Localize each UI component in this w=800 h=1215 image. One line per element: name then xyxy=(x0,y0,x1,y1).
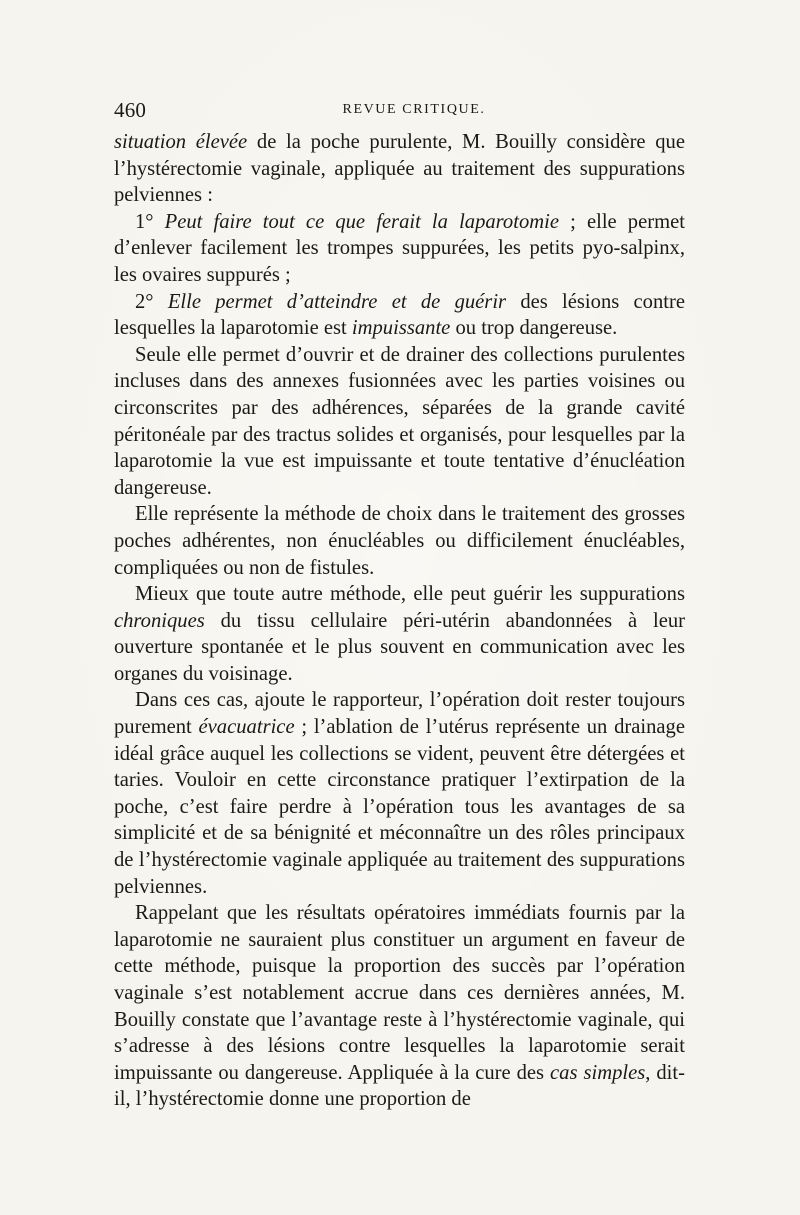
text-run: des lésions contre lesquelles la laparotomie est xyxy=(114,290,685,340)
paragraph xyxy=(114,900,685,1113)
italic-text-run: Peut faire tout ce que ferait la laparotomie xyxy=(164,210,559,233)
text-run: , dit-il, l’hystérectomie donne une proportion de xyxy=(114,1061,685,1111)
text-run: Mieux que toute autre méthode, elle peut guérir les suppurations xyxy=(135,583,685,606)
running-head: REVUE CRITIQUE. xyxy=(342,102,486,117)
paragraph xyxy=(114,501,685,581)
italic-text-run: impuissante xyxy=(351,317,451,340)
paragraph xyxy=(114,209,685,289)
italic-text-run: situation élevée xyxy=(114,131,248,153)
page-header xyxy=(114,96,684,126)
text-run: Rappelant que les résultats opératoires immédiats fournis par la laparotomie ne sauraient plus constituer un argument en faveur de cette méthode, puisque la proportion des succès par l’opération vaginale s’est notablement accrue dans ces dernières années, M. Bouilly constate que l’avantage reste à l’hystérectomie vaginale, qui s’adresse à des lésions contre lesquelles la laparotomie serait impuissante ou dangereuse. Appliquée à la cure des xyxy=(114,902,685,1084)
page-number: 460 xyxy=(114,98,147,122)
paragraph xyxy=(114,581,685,687)
paragraph xyxy=(114,687,685,900)
paragraph xyxy=(114,289,685,342)
body-text xyxy=(114,129,685,1113)
text-run: ; l’ablation de l’utérus représente un drainage idéal grâce auquel les collections se vident, peuvent être détergées et taries. Vouloir en cette circonstance pratiquer l’extirpation de la poche, c’est faire perdre à l’opération tous les avantages de sa simplicité et de sa bénignité et méconnaître un des rôles principaux de l’hystérectomie vaginale appliquée au traitement des suppurations pelviennes. xyxy=(114,716,685,898)
italic-text-run: chroniques xyxy=(114,609,205,632)
text-run: ; elle permet d’enlever facilement les trompes suppurées, les petits pyo-salpinx, les ovaires suppurés ; xyxy=(114,210,685,286)
paragraph xyxy=(114,342,685,502)
paragraph xyxy=(114,129,685,209)
italic-text-run: Elle permet d’atteindre et de guérir xyxy=(167,290,507,313)
text-run: 2° xyxy=(135,290,168,313)
text-run: du tissu cellulaire péri-utérin abandonnées à leur ouverture spontanée et le plus souvent en communication avec les organes du voisinage. xyxy=(114,609,685,685)
text-run: ou trop dangereuse. xyxy=(450,317,618,340)
italic-text-run: cas simples xyxy=(550,1061,646,1084)
italic-text-run: évacuatrice xyxy=(198,716,295,739)
text-run: Seule elle permet d’ouvrir et de drainer des collections purulentes incluses dans des annexes fusionnées avec les parties voisines ou circonscrites par des adhérences, séparées de la grande cavité péritonéale par des tractus solides et organisés, pour lesquelles par la laparotomie la vue est impuissante et toute tentative d’énucléation dangereuse. xyxy=(114,343,685,499)
text-run: de la poche purulente, M. Bouilly considère que l’hystérectomie vaginale, appliquée au traitement des suppurations pelviennes : xyxy=(114,131,685,207)
text-run: Elle représente la méthode de choix dans le traitement des grosses poches adhérentes, non énucléables ou difficilement énucléables, compliquées ou non de fistules. xyxy=(114,503,685,579)
text-run: 1° xyxy=(135,210,165,233)
text-run: Dans ces cas, ajoute le rapporteur, l’opération doit rester toujours purement xyxy=(114,689,685,739)
